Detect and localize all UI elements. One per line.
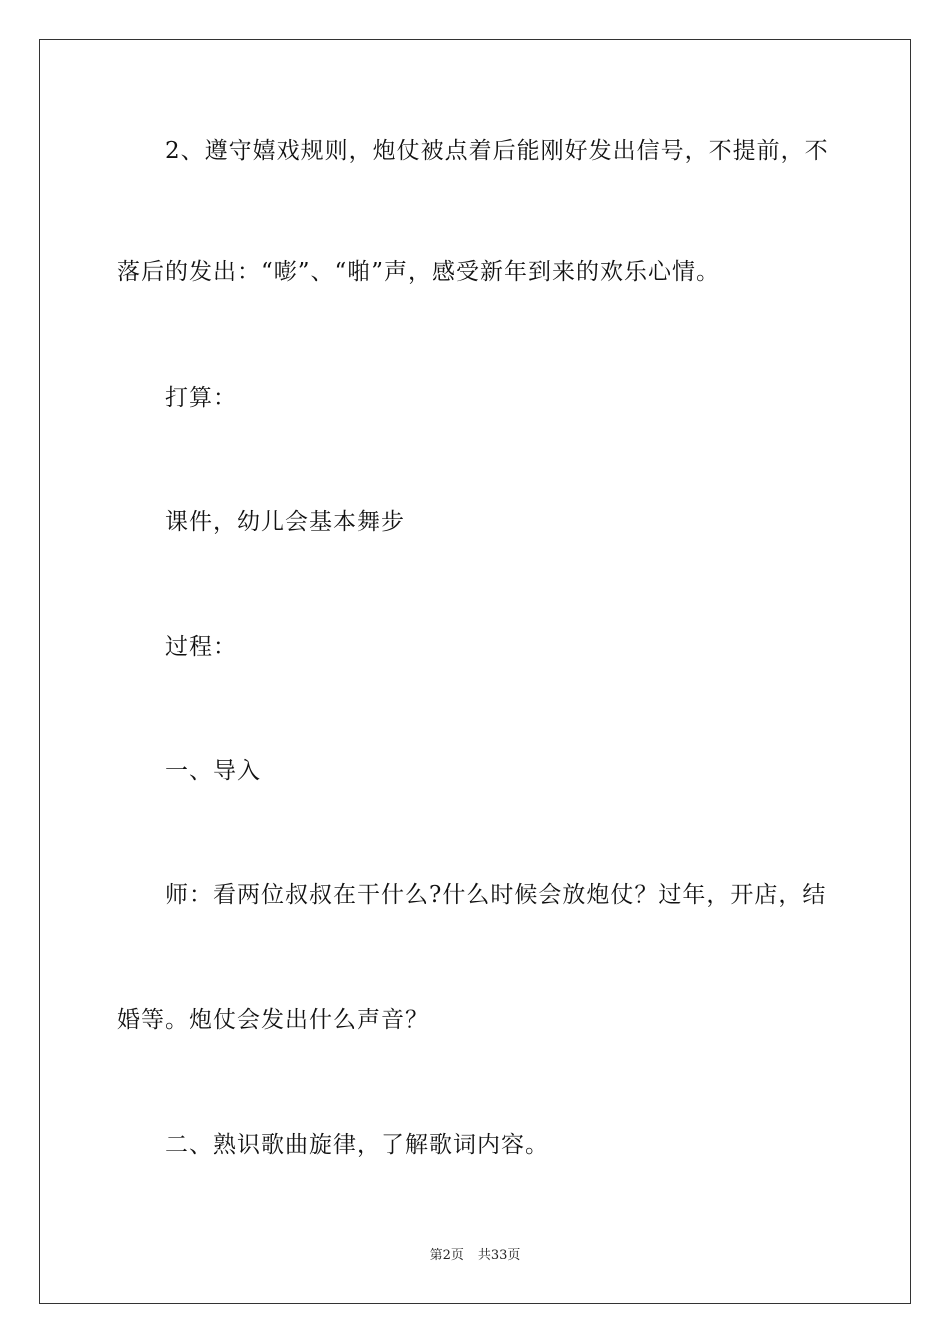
page-total: 共33页 xyxy=(477,1248,521,1263)
paragraph-line-materials: 课件，幼儿会基本舞步 xyxy=(165,509,405,535)
paragraph-line-1: 2、遵守嬉戏规则，炮仗被点着后能刚好发出信号，不提前，不 xyxy=(165,138,829,164)
section-heading-process: 过程： xyxy=(165,634,237,660)
page-border xyxy=(39,39,911,1304)
page-number: 第2页 xyxy=(429,1248,464,1263)
paragraph-line-teacher-2: 婚等。炮仗会发出什么声音？ xyxy=(117,1007,429,1033)
section-heading-melody: 二、熟识歌曲旋律，了解歌词内容。 xyxy=(165,1132,549,1158)
page-footer xyxy=(0,1247,950,1265)
paragraph-line-teacher-1: 师：看两位叔叔在干什么?什么时候会放炮仗？过年，开店，结 xyxy=(165,882,827,908)
paragraph-line-2: 落后的发出：“嘭”、“啪”声，感受新年到来的欢乐心情。 xyxy=(117,259,721,285)
section-heading-prepare: 打算： xyxy=(165,385,237,411)
section-heading-intro: 一、导入 xyxy=(165,758,261,784)
